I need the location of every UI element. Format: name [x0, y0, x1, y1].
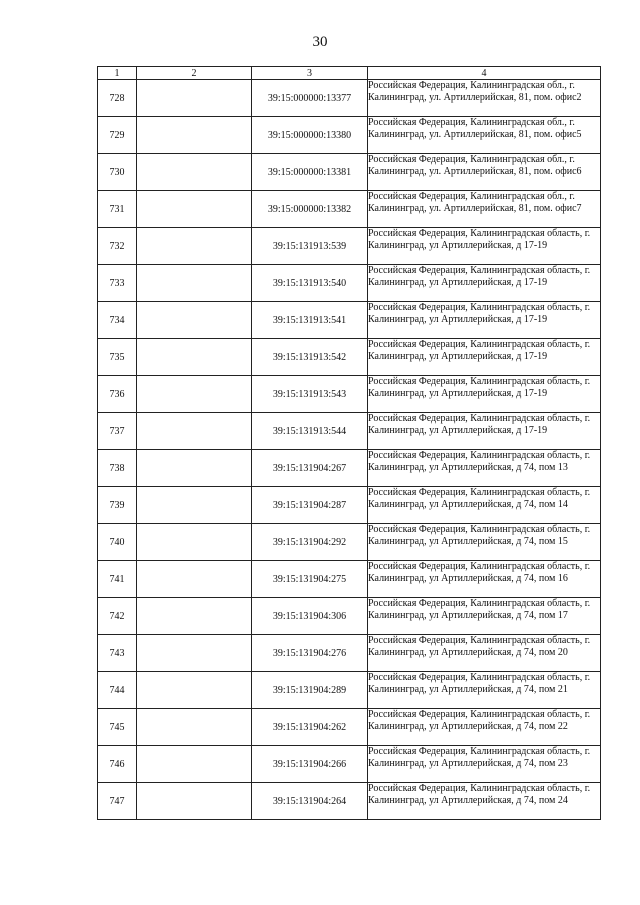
- address-cell: Российская Федерация, Калининградская обл., г. Калининград, ул. Артиллерийская, 81, пом. офис7: [368, 191, 601, 228]
- row-number: 744: [98, 672, 137, 709]
- address-cell: Российская Федерация, Калининградская область, г. Калининград, ул Артиллерийская, д 74, пом 20: [368, 635, 601, 672]
- row-number: 729: [98, 117, 137, 154]
- cadastral-number: 39:15:131913:544: [252, 413, 368, 450]
- row-number: 743: [98, 635, 137, 672]
- address-cell: Российская Федерация, Калининградская область, г. Калининград, ул Артиллерийская, д 17-19: [368, 339, 601, 376]
- table-row: [98, 191, 601, 228]
- row-number: 737: [98, 413, 137, 450]
- row-number: 735: [98, 339, 137, 376]
- row-number: 745: [98, 709, 137, 746]
- column-2-cell: [137, 783, 252, 820]
- table-row: [98, 450, 601, 487]
- address-cell: Российская Федерация, Калининградская область, г. Калининград, ул Артиллерийская, д 17-19: [368, 413, 601, 450]
- address-cell: Российская Федерация, Калининградская область, г. Калининград, ул Артиллерийская, д 74, пом 16: [368, 561, 601, 598]
- column-2-cell: [137, 154, 252, 191]
- cadastral-number: 39:15:131904:287: [252, 487, 368, 524]
- cadastral-number: 39:15:131904:292: [252, 524, 368, 561]
- column-2-cell: [137, 339, 252, 376]
- row-number: 731: [98, 191, 137, 228]
- cadastral-number: 39:15:131904:276: [252, 635, 368, 672]
- address-cell: Российская Федерация, Калининградская область, г. Калининград, ул Артиллерийская, д 17-19: [368, 302, 601, 339]
- address-cell: Российская Федерация, Калининградская обл., г. Калининград, ул. Артиллерийская, 81, пом. офис2: [368, 80, 601, 117]
- cadastral-number: 39:15:131913:542: [252, 339, 368, 376]
- row-number: 747: [98, 783, 137, 820]
- cadastral-number: 39:15:131904:266: [252, 746, 368, 783]
- column-2-cell: [137, 746, 252, 783]
- row-number: 734: [98, 302, 137, 339]
- column-2-cell: [137, 80, 252, 117]
- cadastral-number: 39:15:131904:289: [252, 672, 368, 709]
- cadastral-number: 39:15:131913:540: [252, 265, 368, 302]
- cadastral-number: 39:15:131904:264: [252, 783, 368, 820]
- cadastral-number: 39:15:131904:275: [252, 561, 368, 598]
- table-row: [98, 302, 601, 339]
- address-cell: Российская Федерация, Калининградская обл., г. Калининград, ул. Артиллерийская, 81, пом. офис6: [368, 154, 601, 191]
- table-row: [98, 598, 601, 635]
- cadastral-number: 39:15:131913:541: [252, 302, 368, 339]
- cadastral-number: 39:15:000000:13377: [252, 80, 368, 117]
- table-row: [98, 635, 601, 672]
- table-row: [98, 487, 601, 524]
- table-row: [98, 746, 601, 783]
- address-cell: Российская Федерация, Калининградская область, г. Калининград, ул Артиллерийская, д 74, пом 22: [368, 709, 601, 746]
- cadastral-number: 39:15:131904:306: [252, 598, 368, 635]
- row-number: 736: [98, 376, 137, 413]
- column-2-cell: [137, 376, 252, 413]
- address-cell: Российская Федерация, Калининградская область, г. Калининград, ул Артиллерийская, д 74, пом 15: [368, 524, 601, 561]
- table-row: [98, 339, 601, 376]
- address-cell: Российская Федерация, Калининградская область, г. Калининград, ул Артиллерийская, д 74, пом 21: [368, 672, 601, 709]
- column-2-cell: [137, 228, 252, 265]
- table-row: [98, 783, 601, 820]
- table-row: [98, 80, 601, 117]
- cadastral-number: 39:15:000000:13380: [252, 117, 368, 154]
- address-cell: Российская Федерация, Калининградская область, г. Калининград, ул Артиллерийская, д 74, пом 17: [368, 598, 601, 635]
- column-header-4: 4: [368, 67, 601, 80]
- column-header-3: 3: [252, 67, 368, 80]
- row-number: 738: [98, 450, 137, 487]
- address-cell: Российская Федерация, Калининградская область, г. Калининград, ул Артиллерийская, д 17-19: [368, 265, 601, 302]
- row-number: 742: [98, 598, 137, 635]
- column-2-cell: [137, 265, 252, 302]
- row-number: 741: [98, 561, 137, 598]
- row-number: 728: [98, 80, 137, 117]
- column-2-cell: [137, 117, 252, 154]
- column-2-cell: [137, 450, 252, 487]
- table-row: [98, 413, 601, 450]
- column-2-cell: [137, 709, 252, 746]
- address-cell: Российская Федерация, Калининградская область, г. Калининград, ул Артиллерийская, д 74, пом 13: [368, 450, 601, 487]
- column-2-cell: [137, 672, 252, 709]
- column-2-cell: [137, 413, 252, 450]
- address-cell: Российская Федерация, Калининградская область, г. Калининград, ул Артиллерийская, д 74, пом 23: [368, 746, 601, 783]
- row-number: 732: [98, 228, 137, 265]
- row-number: 730: [98, 154, 137, 191]
- table-row: [98, 265, 601, 302]
- row-number: 739: [98, 487, 137, 524]
- column-header-2: 2: [137, 67, 252, 80]
- table-row: [98, 228, 601, 265]
- cadastral-number: 39:15:131904:267: [252, 450, 368, 487]
- table-header-row: [98, 67, 601, 80]
- address-cell: Российская Федерация, Калининградская область, г. Калининград, ул Артиллерийская, д 74, пом 24: [368, 783, 601, 820]
- column-2-cell: [137, 598, 252, 635]
- column-2-cell: [137, 302, 252, 339]
- table-row: [98, 376, 601, 413]
- table-row: [98, 154, 601, 191]
- cadastral-number: 39:15:131913:543: [252, 376, 368, 413]
- column-header-1: 1: [98, 67, 137, 80]
- row-number: 733: [98, 265, 137, 302]
- page-number: 30: [312, 34, 328, 50]
- table-row: [98, 672, 601, 709]
- column-2-cell: [137, 487, 252, 524]
- row-number: 740: [98, 524, 137, 561]
- table-row: [98, 524, 601, 561]
- cadastral-number: 39:15:131904:262: [252, 709, 368, 746]
- table-row: [98, 709, 601, 746]
- row-number: 746: [98, 746, 137, 783]
- cadastral-number: 39:15:131913:539: [252, 228, 368, 265]
- column-2-cell: [137, 561, 252, 598]
- address-cell: Российская Федерация, Калининградская область, г. Калининград, ул Артиллерийская, д 17-19: [368, 228, 601, 265]
- cadastral-number: 39:15:000000:13382: [252, 191, 368, 228]
- cadastral-number: 39:15:000000:13381: [252, 154, 368, 191]
- address-cell: Российская Федерация, Калининградская область, г. Калининград, ул Артиллерийская, д 74, пом 14: [368, 487, 601, 524]
- property-registry-table: [97, 66, 601, 820]
- address-cell: Российская Федерация, Калининградская область, г. Калининград, ул Артиллерийская, д 17-19: [368, 376, 601, 413]
- table-row: [98, 117, 601, 154]
- column-2-cell: [137, 524, 252, 561]
- column-2-cell: [137, 635, 252, 672]
- address-cell: Российская Федерация, Калининградская обл., г. Калининград, ул. Артиллерийская, 81, пом. офис5: [368, 117, 601, 154]
- table-row: [98, 561, 601, 598]
- column-2-cell: [137, 191, 252, 228]
